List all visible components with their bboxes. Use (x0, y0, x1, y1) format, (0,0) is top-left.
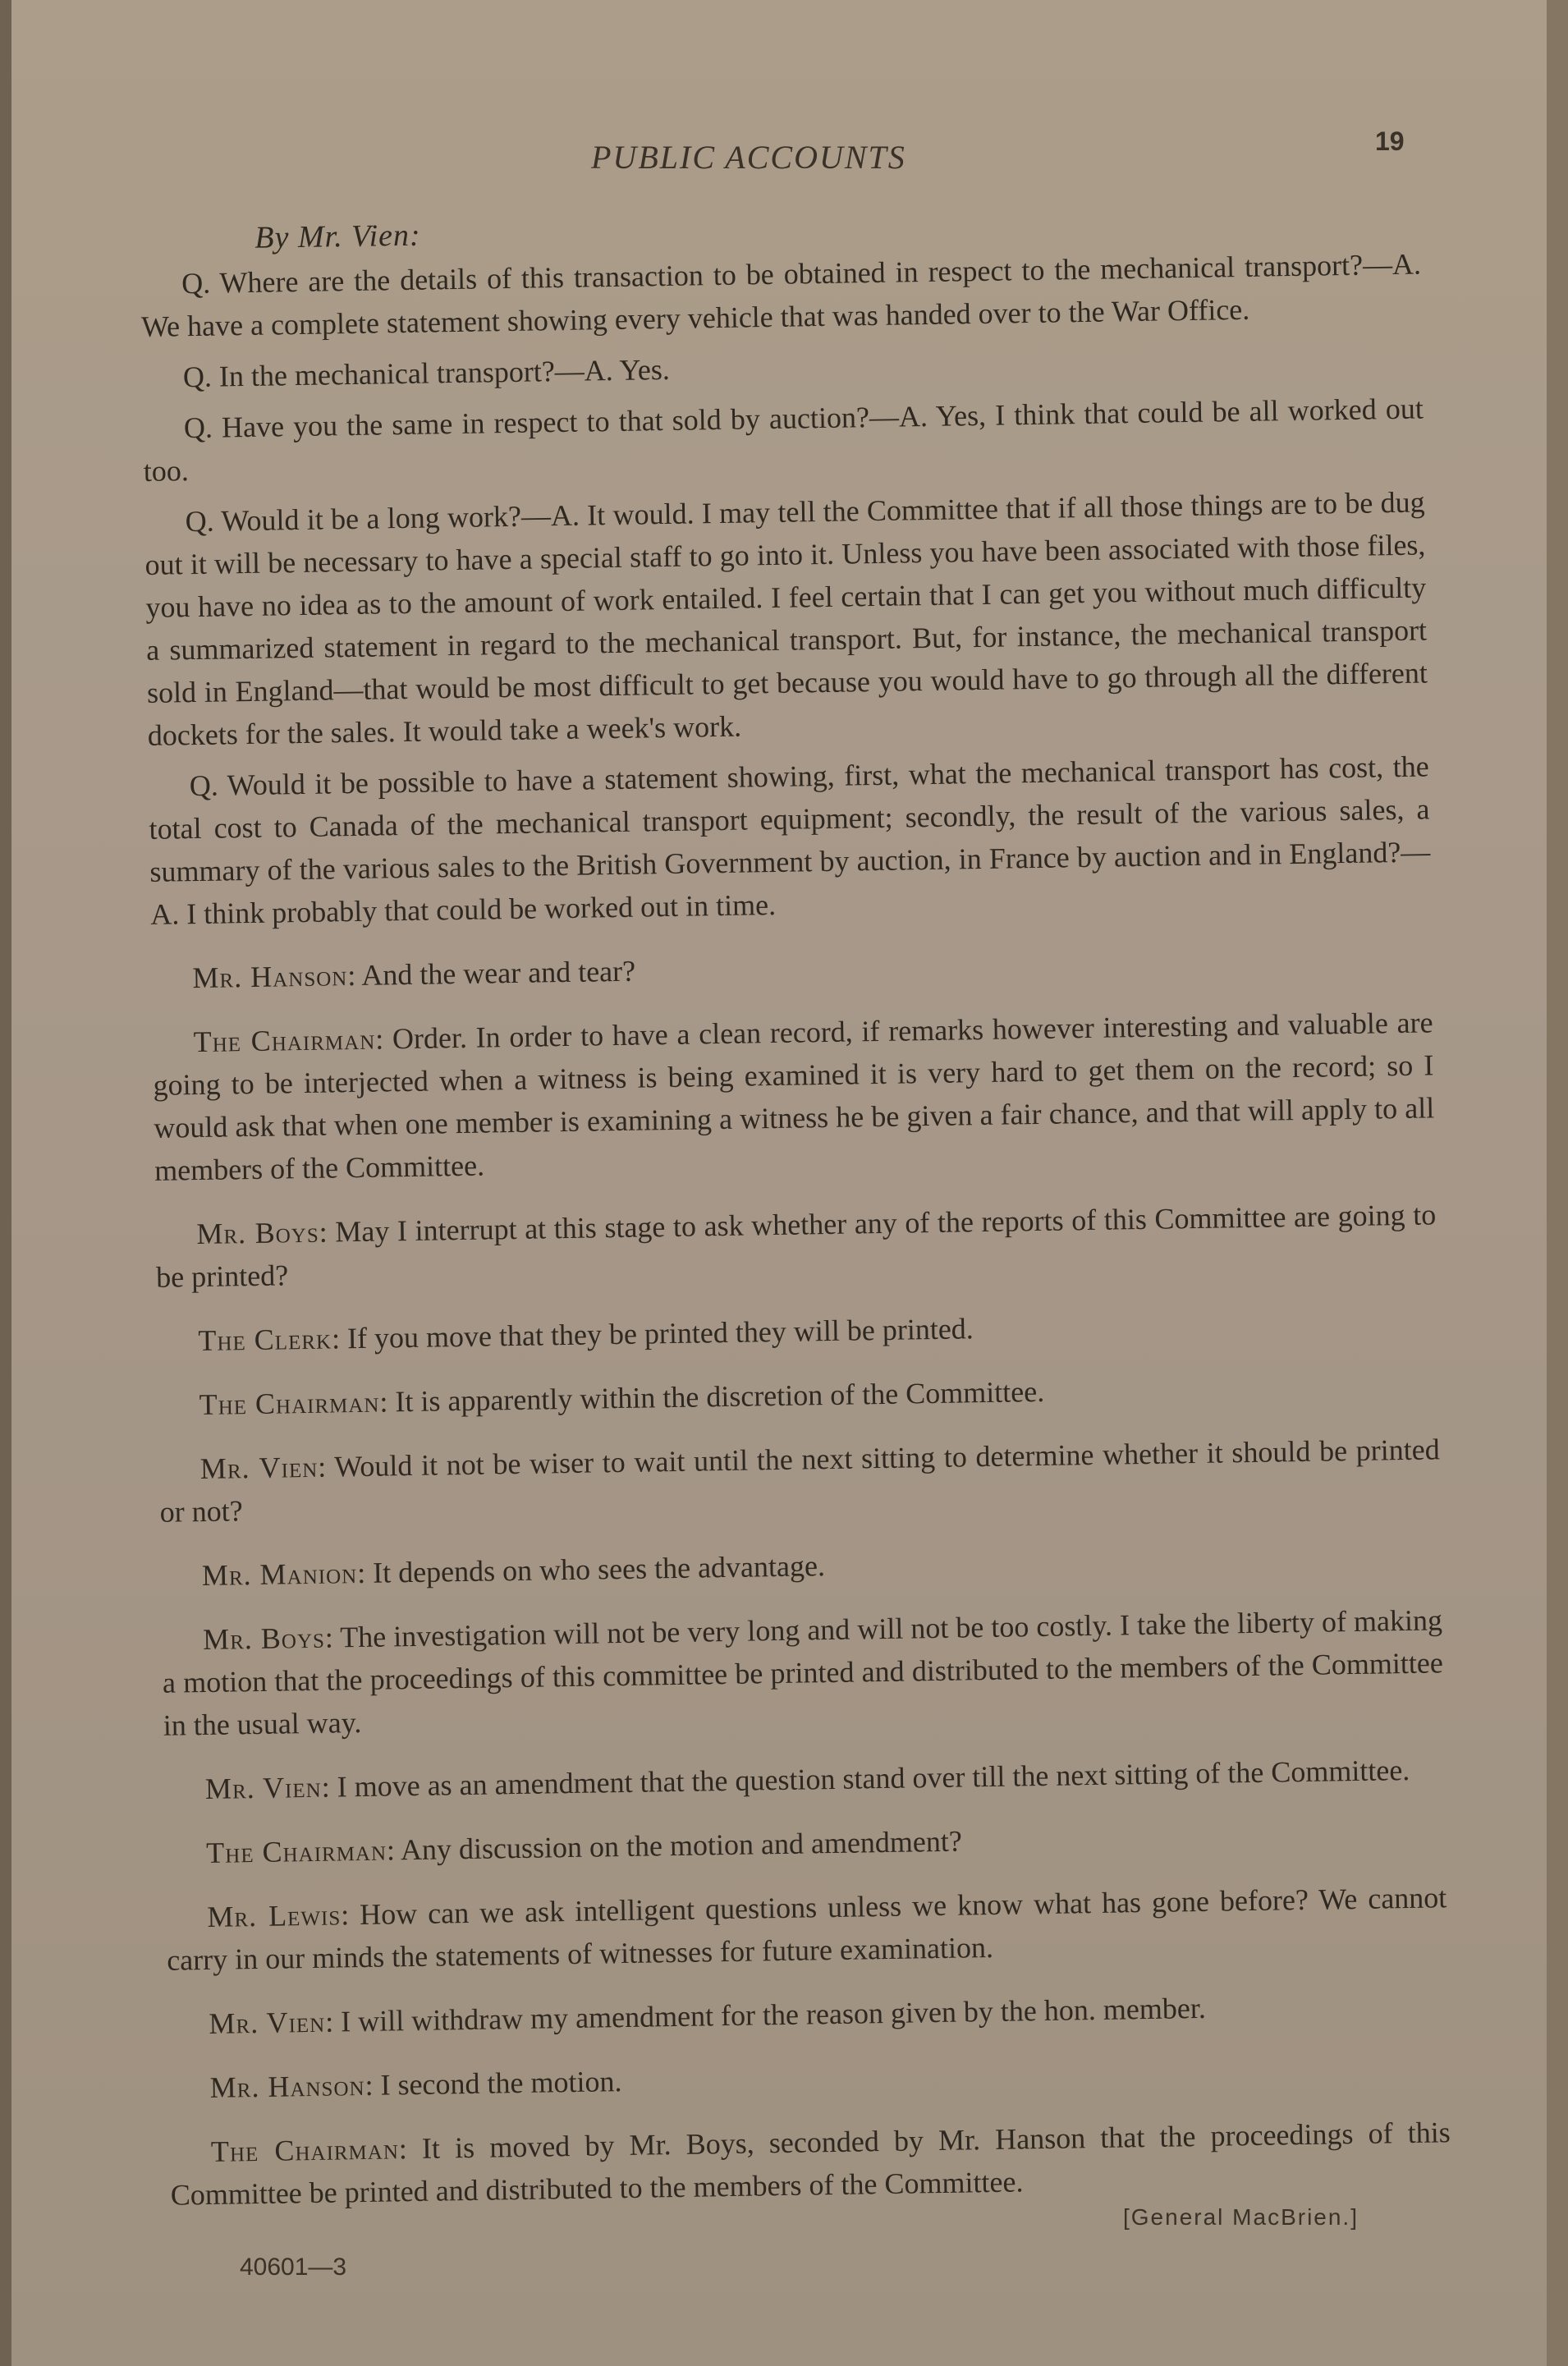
page-edge-right (1547, 0, 1568, 2366)
paragraph-text: Q. Have you the same in respect to that sold by auction?—A. Yes, I think that could be all worked out too. (143, 392, 1424, 488)
paragraph: Mr. Hanson: And the wear and tear? (192, 954, 636, 995)
speaker-name: Mr. Boys (202, 1621, 326, 1656)
paragraph: Mr. Hanson: I second the motion. (209, 2065, 622, 2104)
page-number: 19 (1375, 126, 1405, 156)
paragraph-text: I second the motion. (380, 2065, 622, 2102)
paragraph-text: Any discussion on the motion and amendment? (400, 1824, 963, 1867)
speaker-name: The Chairman (205, 1833, 387, 1869)
paragraph: Mr. Vien: Would it not be wiser to wait until the next sitting to determine whether it should be printed or not? (159, 1433, 1440, 1529)
printer-code: 40601—3 (240, 2254, 347, 2281)
paragraph-list (140, 242, 1451, 2216)
paragraph-text: It is moved by Mr. Boys, seconded by Mr. Hanson that the proceedings of this Committee be printed and distributed to the members of the Committee. (170, 2116, 1451, 2212)
speaker-name: Mr. Lewis (207, 1898, 342, 1933)
speaker-name: Mr. Manion (201, 1557, 358, 1593)
paragraph: Mr. Lewis: How can we ask intelligent questions unless we know what has gone before? We cannot carry in our minds the statements of witnesses for future examination. (166, 1881, 1447, 1977)
running-head: PUBLIC ACCOUNTS (591, 139, 906, 176)
paragraph-text: It is apparently within the discretion of the Committee. (395, 1374, 1045, 1419)
paragraph (148, 745, 1431, 935)
paragraph-text: It depends on who sees the advantage. (372, 1549, 826, 1589)
speaker-name: The Chairman (193, 1022, 376, 1059)
paragraph-text: May I interrupt at this stage to ask whether any of the reports of this Committee are going to be printed? (155, 1198, 1437, 1294)
speaker-name: The Chairman (210, 2132, 400, 2168)
paragraph: Mr. Vien: I will withdraw my amendment for the reason given by the hon. member. (209, 1991, 1207, 2040)
paragraph-text: Q. Where are the details of this transaction to be obtained in respect to the mechanical transport?—A. We have a complete statement showing every vehicle that was handed over to the War Office. (140, 247, 1422, 343)
paragraph-text: How can we ask intelligent questions unless we know what has gone before? We cannot carry in our minds the statements of witnesses for future examination. (166, 1881, 1447, 1977)
paragraph-text: If you move that they be printed they will be printed. (346, 1312, 974, 1355)
paragraph: The Clerk: If you move that they be printed they will be printed. (198, 1312, 974, 1358)
paragraph: The Chairman: Any discussion on the motion and amendment? (205, 1824, 963, 1869)
speaker-name: Mr. Hanson (209, 2068, 365, 2104)
paragraph (140, 242, 1422, 347)
paragraph: Mr. Boys: May I interrupt at this stage to ask whether any of the reports of this Committee are going to be printed? (155, 1198, 1437, 1294)
page-edge-left (0, 0, 11, 2366)
speaker-note: [General MacBrien.] (1123, 2204, 1359, 2230)
paragraph (144, 480, 1428, 756)
paragraph: The Chairman: Order. In order to have a clean record, if remarks however interesting and valuable are going to be interjected when a witness is being examined it is very hard to get them on the record; so I would ask that when one member is examining a witness he be given a fair chance, and that will apply to all members of the Committee. (153, 1006, 1435, 1187)
paragraph-text: Would it not be wiser to wait until the next sitting to determine whether it should be printed or not? (159, 1433, 1440, 1529)
paragraph-text: Q. Would it be possible to have a statement showing, first, what the mechanical transport has cost, the total cost to Canada of the mechanical transport equipment; secondly, the result of the various sales, a summary of the various sales to the British Government by auction, in France by auction and in England?—A. I think probably that could be worked out in time. (149, 750, 1431, 931)
speaker-name: Mr. Vien (204, 1770, 322, 1805)
page-body (140, 201, 1451, 2224)
paragraph-text: I will withdraw my amendment for the reason given by the hon. member. (340, 1991, 1207, 2038)
paragraph-text: Order. In order to have a clean record, if remarks however interesting and valuable are going to be interjected when a witness is being examined it is very hard to get them on the record; so I would ask that when one member is examining a witness he be given a fair chance, and that will apply to all members of the Committee. (153, 1006, 1435, 1187)
paragraph: Mr. Manion: It depends on who sees the advantage. (201, 1549, 826, 1593)
paragraph-text: Q. Would it be a long work?—A. It would. I may tell the Committee that if all those things are to be dug out it will be necessary to have a special staff to go into it. Unless you have been associated with those files, you have no idea as to the amount of work entailed. I feel certain that I can get you without much difficulty a summarized statement in regard to the mechanical transport. But, for instance, the mechanical transport sold in England—that would be most difficult to get because you would have to go through all the different dockets for the sales. It would take a week's work. (144, 485, 1428, 752)
paragraph (143, 387, 1424, 492)
speaker-name: The Clerk (198, 1322, 332, 1358)
paragraph: The Chairman: It is apparently within the discretion of the Committee. (199, 1374, 1045, 1422)
paragraph: Mr. Vien: I move as an amendment that the question stand over till the next sitting of the Committee. (204, 1753, 1410, 1805)
speaker-name: Mr. Vien (209, 2005, 326, 2040)
speaker-name: The Chairman (199, 1385, 380, 1422)
paragraph-text: I move as an amendment that the question stand over till the next sitting of the Committee. (337, 1753, 1410, 1804)
paragraph: Mr. Boys: The investigation will not be very long and will not be too costly. I take the liberty of making a motion that the proceedings of this committee be printed and distributed to the members of the Committee in the usual way. (162, 1603, 1444, 1742)
speaker-name: Mr. Hanson (192, 959, 348, 995)
paragraph-text: The investigation will not be very long and will not be too costly. I take the liberty of making a motion that the proceedings of this committee be printed and distributed to the members of the Committee in the usual way. (162, 1603, 1444, 1742)
paragraph: The Chairman: It is moved by Mr. Boys, seconded by Mr. Hanson that the proceedings of this Committee be printed and distributed to the members of the Committee. (170, 2116, 1451, 2212)
speaker-name: Mr. Vien (199, 1450, 319, 1486)
paragraph-text: Q. In the mechanical transport?—A. Yes. (182, 352, 671, 394)
byline: By Mr. Vien: (254, 218, 421, 255)
speaker-name: Mr. Boys (196, 1215, 320, 1251)
paragraph-text: And the wear and tear? (360, 954, 636, 992)
